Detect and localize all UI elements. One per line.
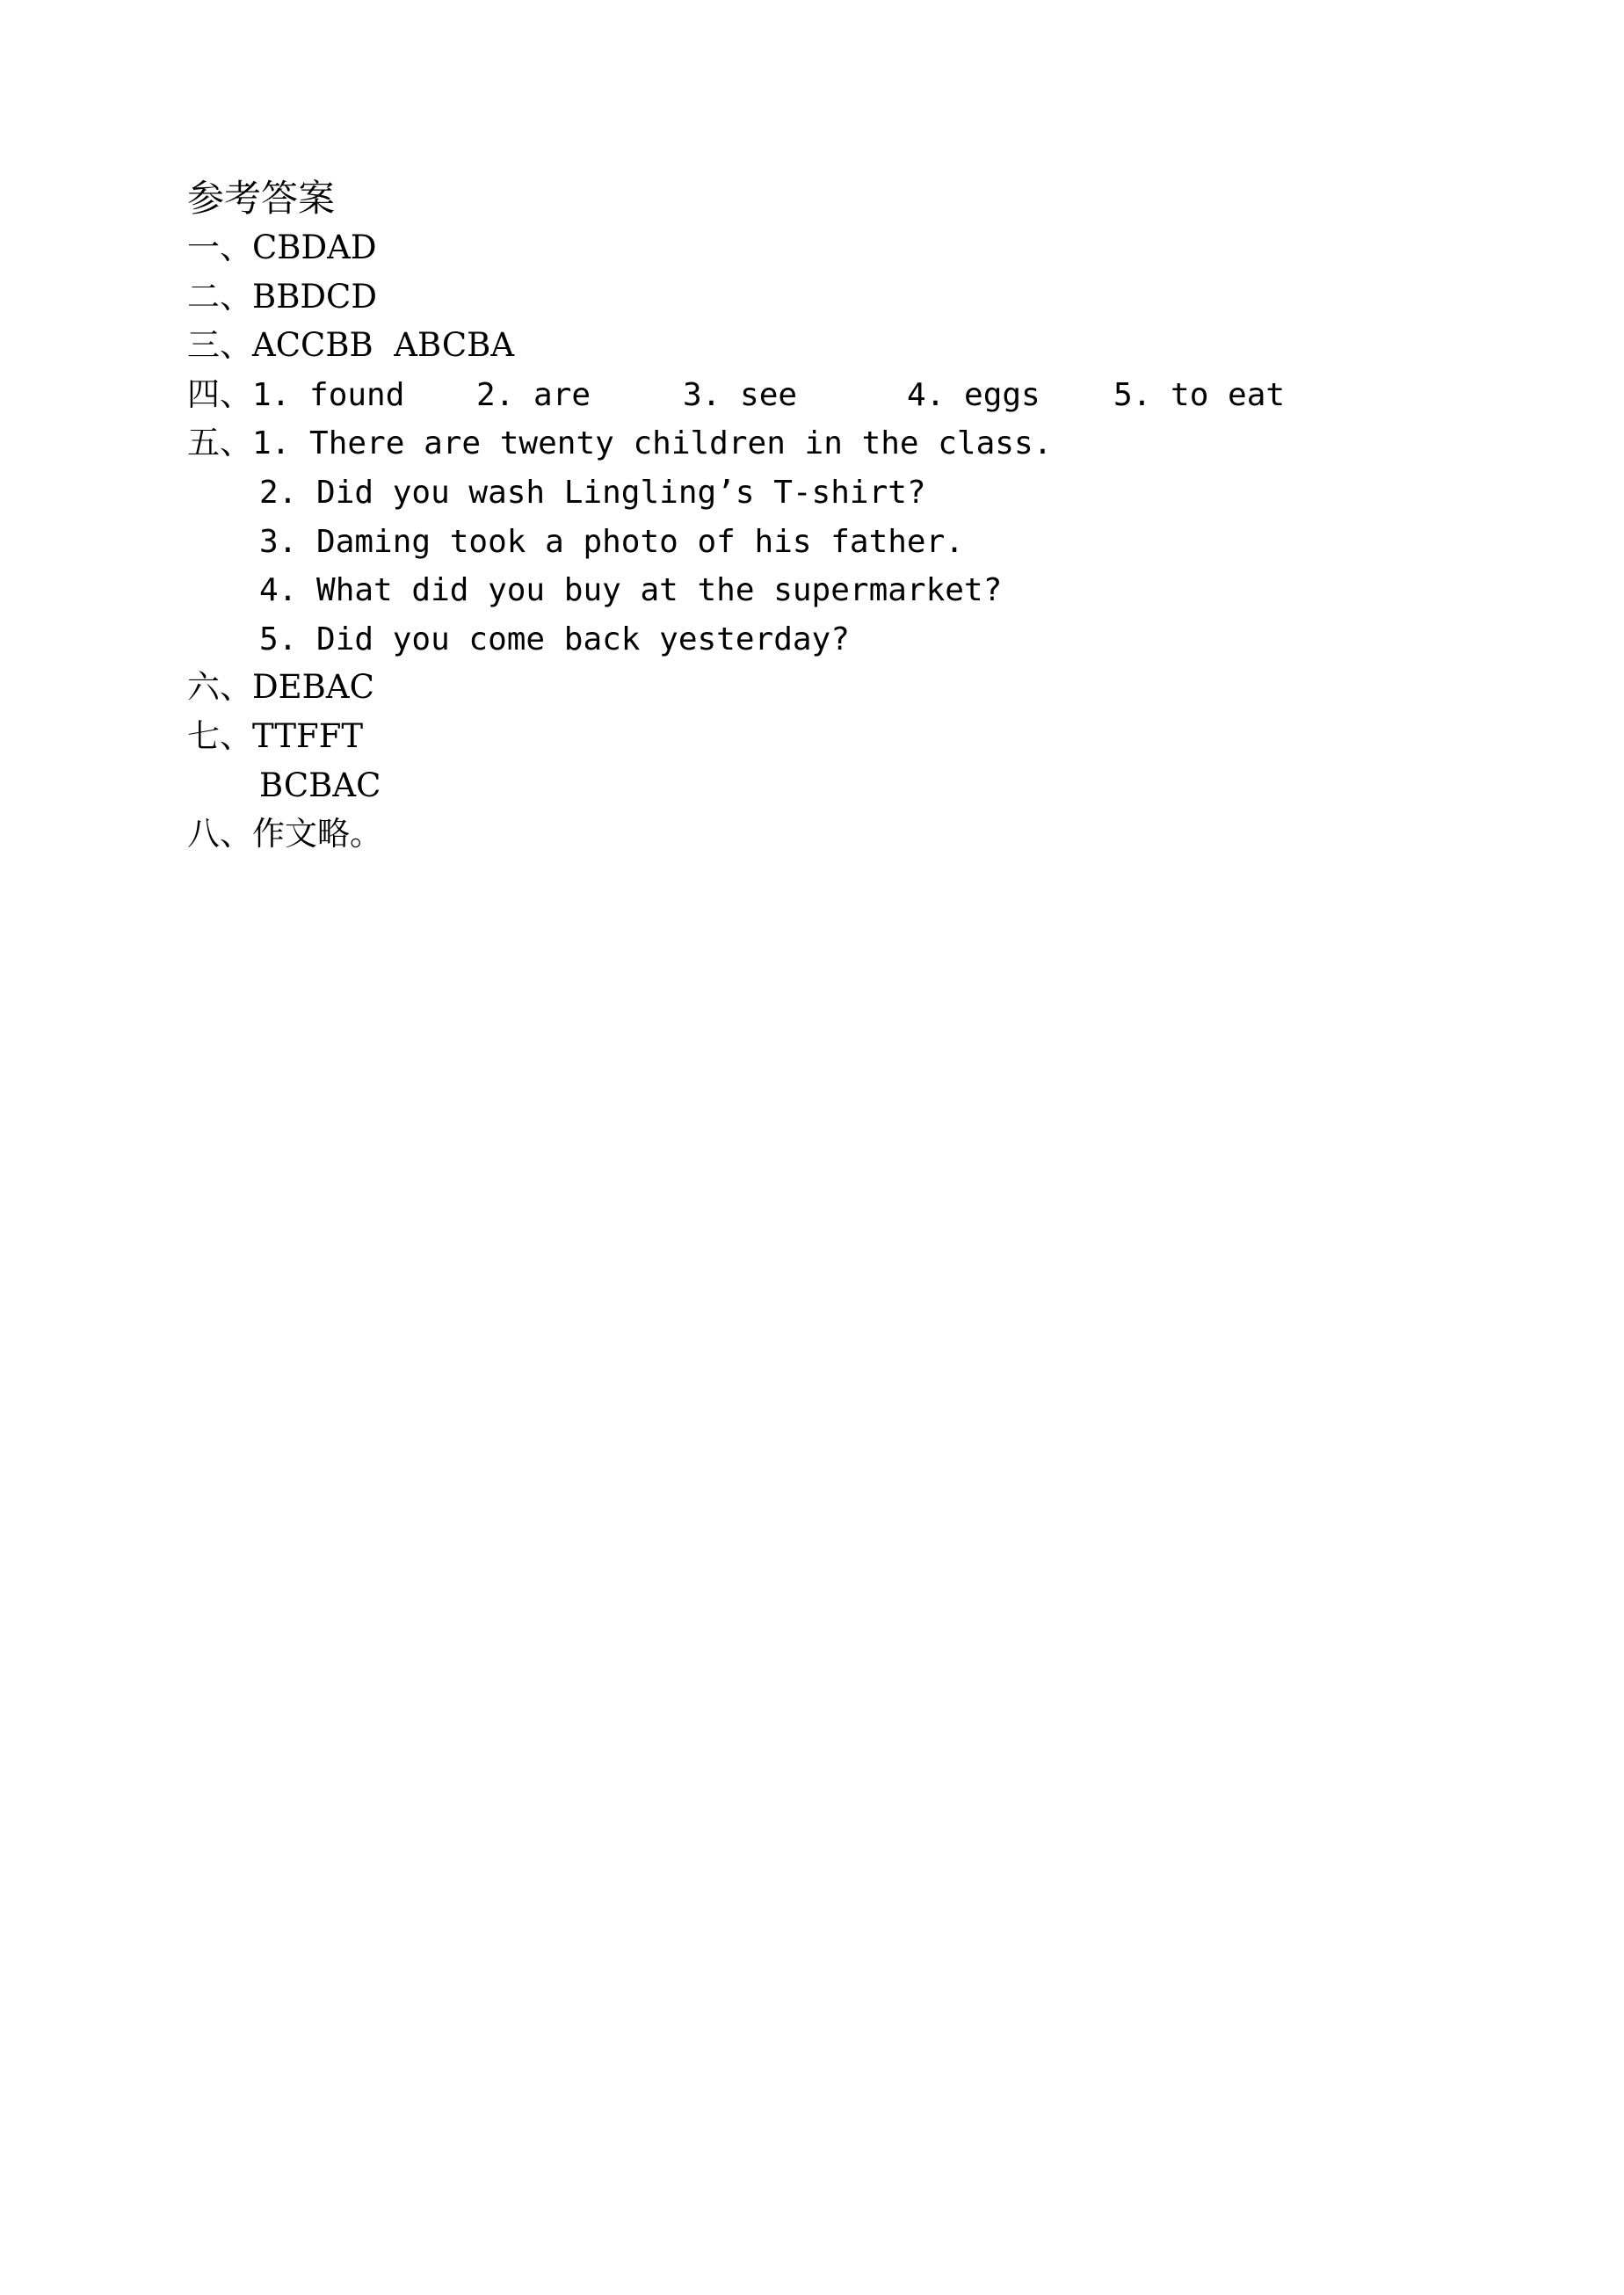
section-5: [187, 418, 1505, 468]
section-4-item-4: 4. eggs: [907, 376, 1040, 413]
section-7-answer-2: BCBAC: [259, 766, 381, 804]
section-1: [187, 223, 1505, 272]
section-6-label: 六、: [187, 668, 252, 707]
section-5-row-2: [187, 468, 1505, 517]
section-7: [187, 712, 1505, 761]
section-1-label: 一、: [187, 229, 252, 266]
section-1-answer: CBDAD: [252, 229, 377, 266]
section-5-item-5: 5. Did you come back yesterday?: [259, 621, 850, 657]
section-5-item-1: 1. There are twenty children in the class.: [252, 425, 1053, 462]
section-5-row-3: [187, 517, 1505, 566]
section-5-row-4: [187, 565, 1505, 614]
section-4-item-5: 5. to eat: [1113, 376, 1286, 413]
section-2-answer: BBDCD: [252, 277, 378, 316]
section-4-item-1: 1. found: [252, 376, 405, 413]
answer-key-content: [187, 174, 1505, 859]
section-6: [187, 663, 1505, 712]
section-4: [187, 370, 1505, 419]
section-7-answer-1: TTFFT: [252, 716, 364, 755]
section-5-label: 五、: [187, 424, 252, 462]
section-5-item-3: 3. Daming took a photo of his father.: [259, 523, 964, 560]
section-8: [187, 810, 1505, 859]
section-7-label: 七、: [187, 716, 252, 755]
section-2-label: 二、: [187, 277, 252, 316]
section-4-item-3: 3. see: [683, 376, 798, 413]
section-3: [187, 321, 1505, 370]
section-4-item-2: 2. are: [476, 376, 591, 413]
section-2: [187, 272, 1505, 322]
section-5-item-4: 4. What did you buy at the supermarket?: [259, 572, 1003, 609]
page-title: 参考答案: [187, 177, 336, 220]
section-5-row-5: [187, 614, 1505, 664]
section-8-label: 八、: [187, 815, 252, 853]
section-3-label: 三、: [187, 326, 252, 365]
section-6-answer: DEBAC: [252, 668, 374, 707]
section-5-item-2: 2. Did you wash Lingling’s T-shirt?: [259, 474, 926, 511]
section-8-answer: 作文略。: [252, 815, 382, 853]
section-7-row-2: [187, 761, 1505, 810]
section-3-answer: ACCBB ABCBA: [252, 326, 515, 365]
section-4-label: 四、: [187, 374, 252, 413]
